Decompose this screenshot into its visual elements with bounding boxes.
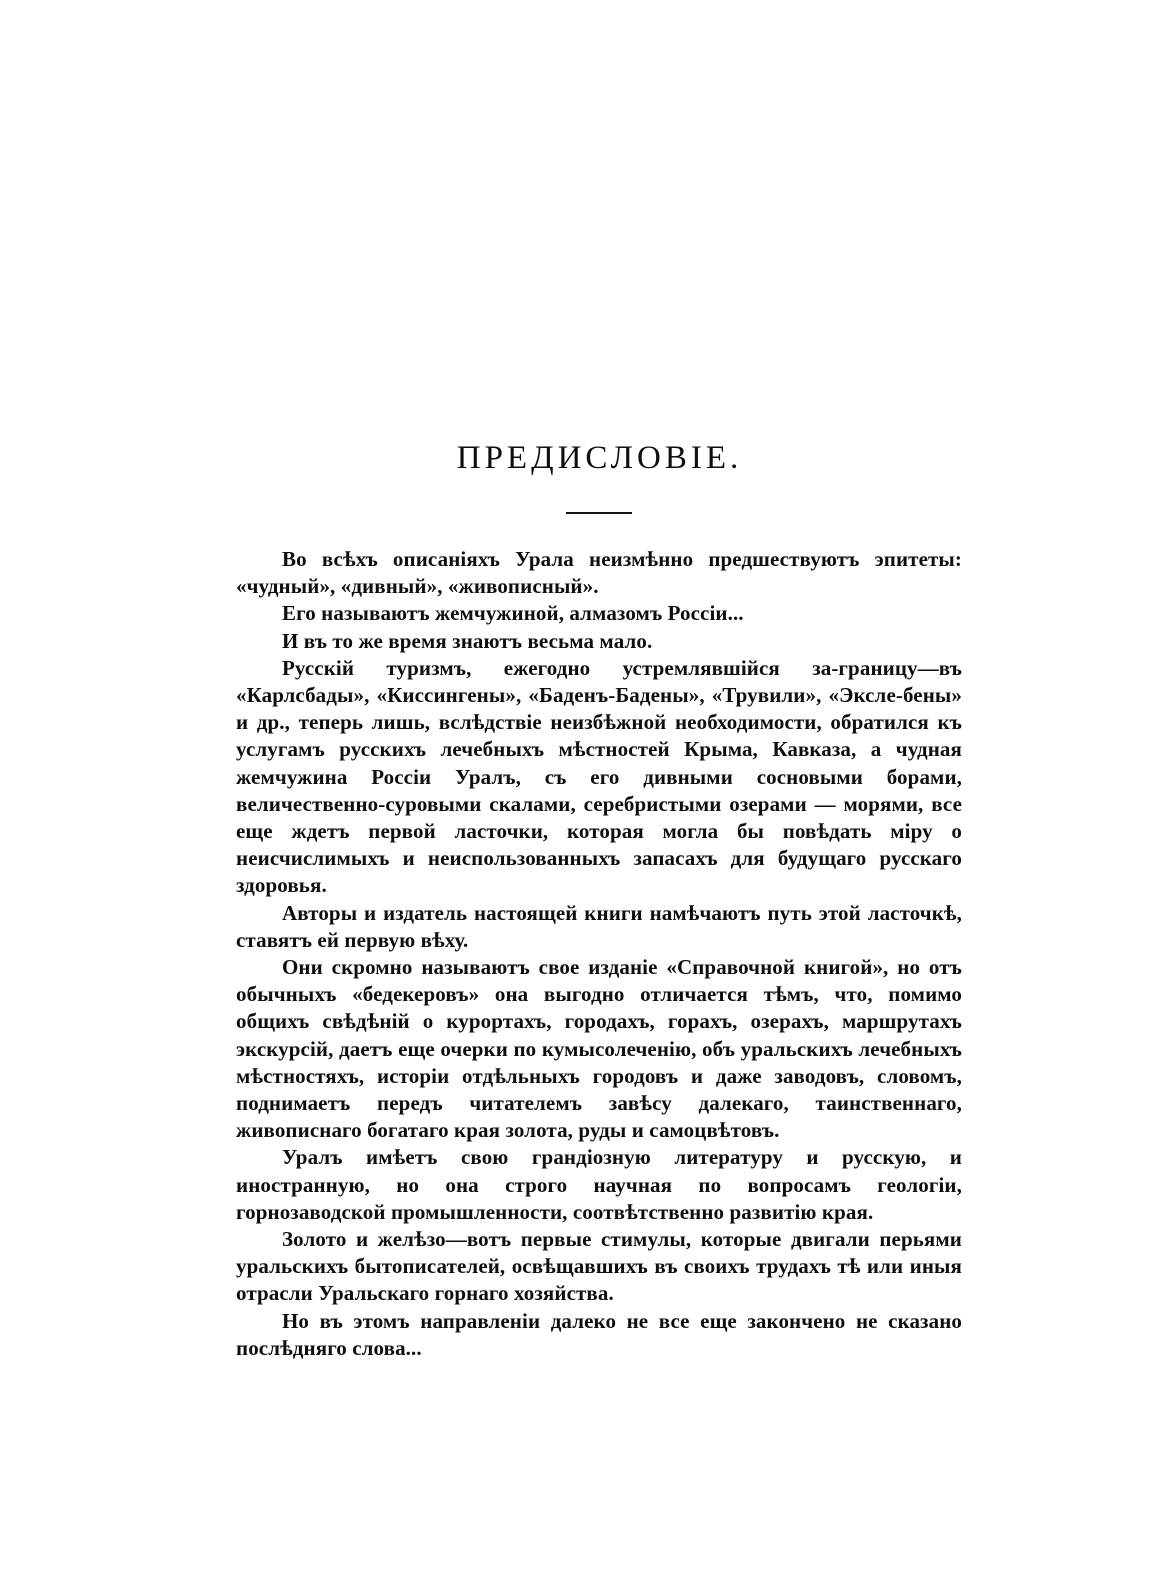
paragraph: Золото и желѣзо—вотъ первые стимулы, которые двигали перьями уральскихъ бытописателей, освѣщавшихъ въ своихъ трудахъ тѣ или иныя отрасли Уральскаго горнаго хозяйства. bbox=[236, 1227, 962, 1306]
paragraph: Авторы и издатель настоящей книги намѣчаютъ путь этой ласточкѣ, ставятъ ей первую вѣху. bbox=[236, 900, 962, 952]
title-divider bbox=[566, 512, 632, 514]
preface-body bbox=[236, 546, 962, 1362]
page-title: ПРЕДИСЛОВІЕ. bbox=[456, 440, 743, 476]
paragraph: Но въ этомъ направленіи далеко не все еще закончено не сказано послѣдняго слова... bbox=[236, 1308, 962, 1360]
paragraph: Уралъ имѣетъ свою грандіозную литературу и русскую, и иностранную, но она строго научная по вопросамъ геологіи, горнозаводской промышленности, соотвѣтственно развитію края. bbox=[236, 1145, 962, 1224]
paragraph: Его называютъ жемчужиной, алмазомъ Россіи... bbox=[282, 601, 744, 626]
paragraph: Они скромно называютъ свое изданіе «Справочной книгой», но отъ обычныхъ «бедекеровъ» она выгодно отличается тѣмъ, что, помимо общихъ свѣдѣній о курортахъ, городахъ, горахъ, озерахъ, маршрутахъ экскурсій, даетъ еще очерки по кумысолеченію, объ уральскихъ лечебныхъ мѣстностяхъ, исторіи отдѣльныхъ городовъ и даже заводовъ, словомъ, поднимаетъ передъ читателемъ завѣсу далекаго, таинственнаго, живописнаго богатаго края золота, руды и самоцвѣтовъ. bbox=[236, 955, 962, 1143]
paragraph: Русскій туризмъ, ежегодно устремлявшійся за-границу—въ «Карлсбады», «Киссингены», «Баденъ-Бадены», «Трувили», «Эксле-бены» и др., теперь лишь, вслѣдствіе неизбѣжной необходимости, обратился къ услугамъ русскихъ лечебныхъ мѣстностей Крыма, Кавказа, а чудная жемчужина Россіи Уралъ, съ его дивными сосновыми борами, величественно-суровыми скалами, серебристыми озерами — морями, все еще ждетъ первой ласточки, которая могла бы повѣдать міру о неисчислимыхъ и неиспользованныхъ запасахъ для будущаго русскаго здоровья. bbox=[236, 655, 962, 898]
paragraph: Во всѣхъ описаніяхъ Урала неизмѣнно предшествуютъ эпитеты: «чудный», «дивный», «живописный». bbox=[236, 547, 962, 599]
paragraph: И въ то же время знаютъ весьма мало. bbox=[282, 628, 653, 653]
